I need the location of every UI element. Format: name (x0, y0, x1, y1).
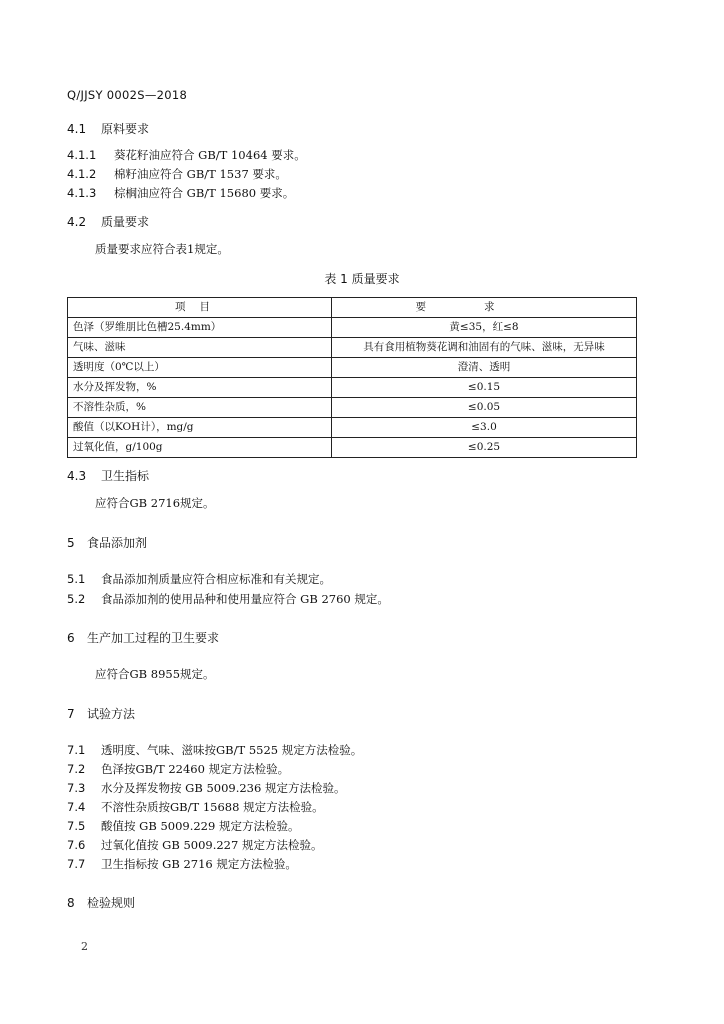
table-cell-item: 不溶性杂质，% (68, 398, 332, 418)
table-row (68, 318, 637, 338)
section-title: 食品添加剂 (87, 536, 148, 550)
section-number: 4.3 (67, 469, 87, 483)
section-heading-8 (67, 897, 135, 909)
clause-text: 葵花籽油应符合 GB/T 10464 要求。 (114, 148, 306, 162)
clause-4-1-1 (67, 150, 306, 162)
table-cell-item: 透明度（0℃以上） (68, 358, 332, 378)
clause-text: 水分及挥发物按 GB 5009.236 规定方法检验。 (101, 781, 346, 795)
table-cell-requirement: ≤3.0 (332, 418, 637, 438)
clause-text: 透明度、气味、滋味按GB/T 5525 规定方法检验。 (101, 743, 363, 757)
clause-text: 食品添加剂的使用品种和使用量应符合 GB 2760 规定。 (101, 592, 389, 606)
clause-number: 7.3 (67, 781, 86, 795)
table-cell-item: 水分及挥发物，% (68, 378, 332, 398)
section-4-2-body: 质量要求应符合表1规定。 (95, 242, 229, 256)
table-row (68, 358, 637, 378)
clause-4-1-2 (67, 169, 287, 181)
table-cell-requirement: ≤0.25 (332, 438, 637, 458)
clause-text: 食品添加剂质量应符合相应标准和有关规定。 (101, 572, 331, 586)
table-header-row (68, 298, 637, 318)
clause-text: 棕榈油应符合 GB/T 15680 要求。 (114, 186, 295, 200)
section-heading-4-2 (67, 216, 149, 228)
column-header-item: 项目 (68, 298, 332, 318)
document-code: Q/JJSY 0002S—2018 (67, 88, 188, 102)
section-title: 试验方法 (87, 707, 136, 721)
table-cell-item: 色泽（罗维朋比色槽25.4mm） (68, 318, 332, 338)
section-6-body: 应符合GB 8955规定。 (95, 667, 215, 681)
clause-number: 5.1 (67, 572, 86, 586)
clause-number: 7.4 (67, 800, 86, 814)
section-title: 检验规则 (87, 896, 136, 910)
clause-7-3 (67, 783, 345, 795)
clause-text: 不溶性杂质按GB/T 15688 规定方法检验。 (101, 800, 324, 814)
section-heading-4-1 (67, 123, 149, 135)
table-cell-requirement: 澄清、透明 (332, 358, 637, 378)
clause-7-6 (67, 840, 322, 852)
section-title: 原料要求 (101, 122, 150, 136)
section-heading-4-3 (67, 470, 149, 482)
table-cell-item: 酸值（以KOH计），mg/g (68, 418, 332, 438)
section-number: 6 (67, 631, 75, 645)
clause-7-2 (67, 764, 289, 776)
section-number: 4.1 (67, 122, 87, 136)
table-row (68, 398, 637, 418)
section-number: 5 (67, 536, 75, 550)
section-heading-5 (67, 537, 147, 549)
quality-requirements-table (67, 297, 637, 458)
table-cell-item: 气味、滋味 (68, 338, 332, 358)
clause-4-1-3 (67, 188, 294, 200)
clause-7-1 (67, 745, 362, 757)
table-cell-requirement: ≤0.15 (332, 378, 637, 398)
table-cell-requirement: ≤0.05 (332, 398, 637, 418)
clause-7-7 (67, 859, 297, 871)
clause-text: 色泽按GB/T 22460 规定方法检验。 (101, 762, 290, 776)
table-row (68, 378, 637, 398)
clause-number: 7.7 (67, 857, 86, 871)
table-cell-requirement: 具有食用植物葵花调和油固有的气味、滋味，无异味 (332, 338, 637, 358)
section-heading-7 (67, 708, 135, 720)
clause-number: 5.2 (67, 592, 86, 606)
clause-number: 7.6 (67, 838, 86, 852)
clause-text: 棉籽油应符合 GB/T 1537 要求。 (114, 167, 287, 181)
section-title: 卫生指标 (101, 469, 150, 483)
clause-number: 7.5 (67, 819, 86, 833)
clause-5-1 (67, 574, 331, 586)
clause-7-4 (67, 802, 324, 814)
table-cell-requirement: 黄≤35，红≤8 (332, 318, 637, 338)
section-title: 生产加工过程的卫生要求 (87, 631, 220, 645)
table-caption: 表 1 质量要求 (324, 272, 400, 286)
table-row (68, 338, 637, 358)
column-header-requirement: 要求 (332, 298, 637, 318)
section-number: 8 (67, 896, 75, 910)
section-number: 4.2 (67, 215, 87, 229)
clause-number: 7.2 (67, 762, 86, 776)
table-row (68, 438, 637, 458)
section-title: 质量要求 (101, 215, 150, 229)
clause-number: 7.1 (67, 743, 86, 757)
clause-number: 4.1.3 (67, 186, 97, 200)
clause-7-5 (67, 821, 299, 833)
clause-number: 4.1.1 (67, 148, 97, 162)
section-number: 7 (67, 707, 75, 721)
section-4-3-body: 应符合GB 2716规定。 (95, 496, 215, 510)
table-row (68, 418, 637, 438)
clause-text: 过氧化值按 GB 5009.227 规定方法检验。 (101, 838, 323, 852)
clause-5-2 (67, 594, 389, 606)
page-number: 2 (81, 940, 88, 953)
clause-text: 酸值按 GB 5009.229 规定方法检验。 (101, 819, 300, 833)
section-heading-6 (67, 632, 219, 644)
clause-text: 卫生指标按 GB 2716 规定方法检验。 (101, 857, 297, 871)
table-cell-item: 过氧化值，g/100g (68, 438, 332, 458)
clause-number: 4.1.2 (67, 167, 97, 181)
